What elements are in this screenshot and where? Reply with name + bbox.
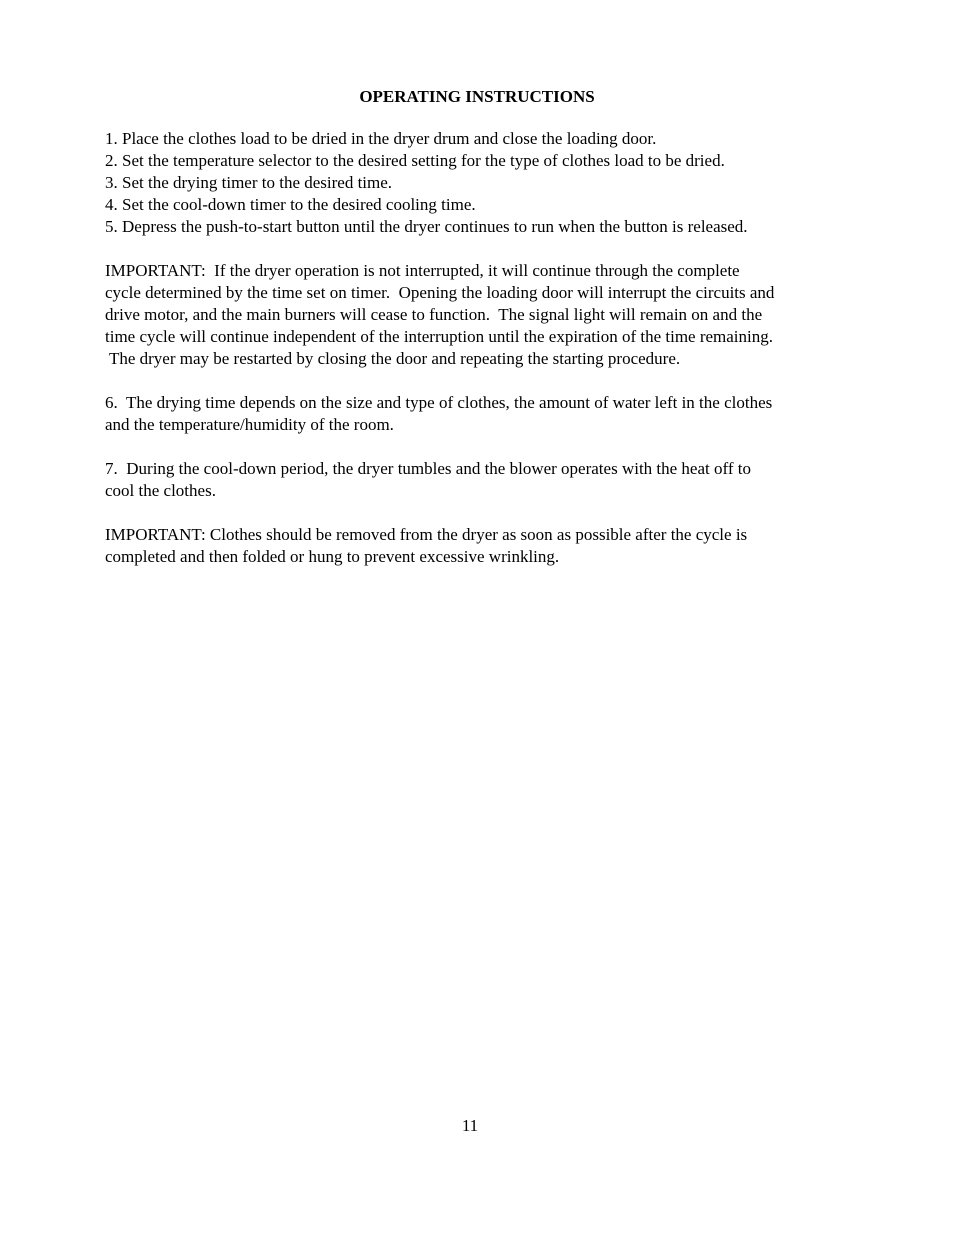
step-1: 1. Place the clothes load to be dried in the dryer drum and close the loading door. (105, 129, 657, 148)
paragraph-gap (105, 502, 850, 524)
paragraph-gap (105, 436, 850, 458)
important-1-line: time cycle will continue independent of the interruption until the expiration of the time remaining. (105, 327, 774, 346)
step-2: 2. Set the temperature selector to the desired setting for the type of clothes load to be dried. (105, 151, 725, 170)
important-note-1 (105, 260, 850, 370)
important-1-line: drive motor, and the main burners will cease to function. The signal light will remain on and the (105, 305, 763, 324)
page-number: 11 (461, 1116, 479, 1135)
step-7-paragraph (105, 458, 850, 502)
steps-list (105, 128, 850, 238)
step-6-line: 6. The drying time depends on the size and type of clothes, the amount of water left in the clothes (105, 393, 773, 412)
step-6-line: and the temperature/humidity of the room. (105, 415, 394, 434)
document-body (105, 128, 850, 568)
step-7-line: 7. During the cool-down period, the dryer tumbles and the blower operates with the heat off to (105, 459, 751, 478)
page-title: OPERATING INSTRUCTIONS (359, 87, 595, 106)
step-3: 3. Set the drying timer to the desired time. (105, 173, 393, 192)
step-6-paragraph (105, 392, 850, 436)
step-4: 4. Set the cool-down timer to the desired cooling time. (105, 195, 476, 214)
important-note-2 (105, 524, 850, 568)
paragraph-gap (105, 238, 850, 260)
step-7-line: cool the clothes. (105, 481, 216, 500)
important-1-line: cycle determined by the time set on timer. Opening the loading door will interrupt the circuits and (105, 283, 775, 302)
important-1-line: The dryer may be restarted by closing the door and repeating the starting procedure. (105, 349, 681, 368)
important-1-line: IMPORTANT: If the dryer operation is not interrupted, it will continue through the complete (105, 261, 740, 280)
step-5: 5. Depress the push-to-start button until the dryer continues to run when the button is released. (105, 217, 748, 236)
paragraph-gap (105, 370, 850, 392)
important-2-line: completed and then folded or hung to prevent excessive wrinkling. (105, 547, 560, 566)
important-2-line: IMPORTANT: Clothes should be removed from the dryer as soon as possible after the cycle is (105, 525, 748, 544)
